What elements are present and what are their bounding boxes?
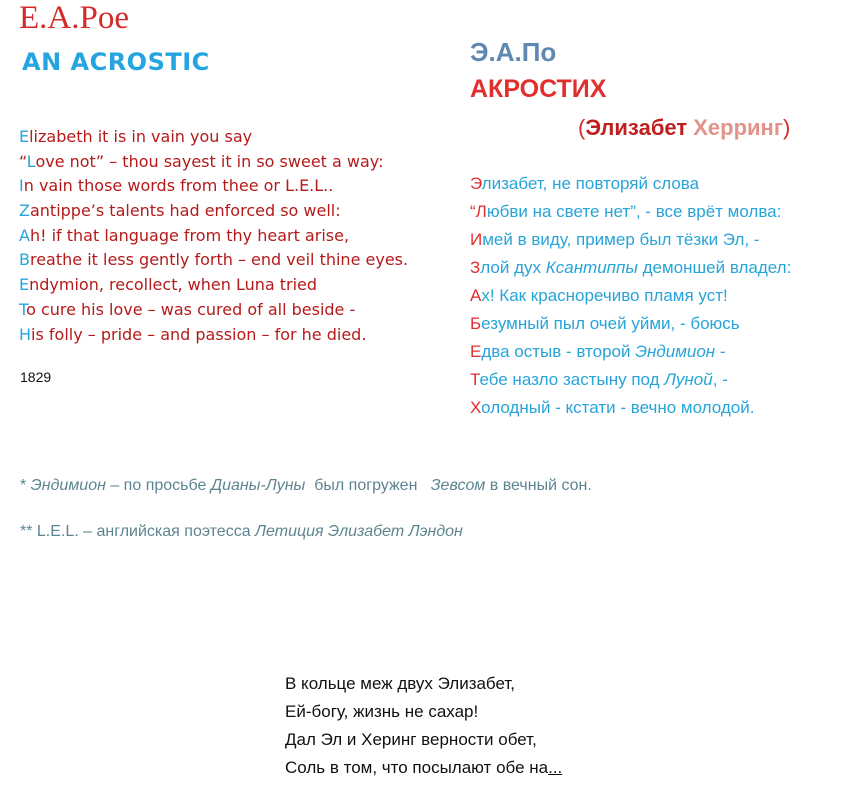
line-text: ndymion, recollect, when Luna tried (29, 275, 318, 295)
acrostic-letter: Е (470, 342, 482, 361)
epigram-line: В кольце меж двух Элизабет, (285, 674, 515, 693)
epigram (285, 670, 562, 782)
line-text: лизабет, не повторяй слова (481, 174, 700, 193)
footnote-text: ** L.E.L. – английская поэтесса (20, 523, 256, 540)
translator-credit (578, 117, 790, 139)
paren-open: ( (578, 115, 586, 140)
english-poem-line (19, 273, 408, 298)
russian-poem-line (470, 226, 791, 254)
english-poem-line (19, 150, 408, 175)
epigram-line-text: Соль в том, что посылают обе на (285, 758, 549, 777)
acrostic-letter: А (470, 286, 482, 305)
english-poem-line (19, 248, 408, 273)
line-text: lizabeth it is in vain you say (29, 127, 253, 146)
acrostic-letter: A (19, 225, 30, 245)
line-text: n vain those words from thee or L.E.L.. (23, 176, 334, 196)
line-text: ove not” – thou sayest it in so sweet a way: (35, 151, 384, 171)
footnote-text-italic: Зевсом (430, 477, 486, 494)
opening-quote: “ (19, 151, 27, 171)
russian-poem-line (470, 254, 791, 282)
line-text: езумный пыл очей уйми, - боюсь (481, 314, 740, 333)
acrostic-letter: Т (470, 370, 480, 389)
acrostic-letter: H (19, 324, 32, 344)
russian-poem (470, 170, 791, 422)
line-text: reathe it less gently forth – end veil thine eyes. (29, 250, 409, 270)
english-author: E.A.Poe (19, 0, 129, 36)
footnote-text: – по просьбе (105, 477, 211, 494)
translator-last-name: Херринг (693, 115, 784, 140)
footnote-text: был погружен (305, 477, 431, 494)
acrostic-letter: L (26, 151, 36, 171)
english-poem-line (19, 125, 408, 150)
acrostic-letter: И (470, 230, 483, 249)
russian-poem-line (470, 310, 791, 338)
russian-title: АКРОСТИХ (470, 75, 607, 103)
english-poem-line (19, 323, 408, 348)
footnote-text: * (20, 477, 31, 494)
line-text: is folly – pride – and passion – for he died. (31, 324, 367, 344)
russian-poem-line (470, 282, 791, 310)
line-text-italic: Ксантиппы (545, 258, 638, 277)
footnote-text-italic: Эндимион (30, 477, 106, 494)
line-text: o cure his love – was cured of all beside - (26, 299, 356, 319)
russian-poem-line (470, 170, 791, 198)
epigram-line (285, 754, 562, 782)
line-text: h! if that language from thy heart arise, (29, 225, 350, 245)
acrostic-letter: Z (19, 201, 30, 221)
acrostic-letter: T (19, 299, 27, 319)
poem-year: 1829 (20, 369, 52, 385)
english-title: AN ACROSTIC (22, 48, 210, 76)
line-text-italic: Эндимион (635, 342, 716, 361)
acrostic-letter: B (19, 250, 30, 270)
russian-poem-line (470, 366, 791, 394)
line-text: мей в виду, пример был тёзки Эл, - (482, 230, 760, 249)
russian-author: Э.А.По (470, 37, 557, 67)
line-text: лой дух (480, 258, 546, 277)
russian-poem-line (470, 394, 791, 422)
line-text: , - (712, 370, 728, 389)
english-poem-line (19, 224, 408, 249)
line-text: ебе назло застыну под (479, 370, 665, 389)
line-text: - (715, 342, 726, 361)
acrostic-letter: E (19, 275, 30, 295)
russian-poem-line (470, 198, 791, 226)
footnote-text: в вечный сон. (485, 477, 592, 494)
epigram-line: Дал Эл и Херинг верности обет, (285, 730, 537, 749)
line-text: демоншей владел: (637, 258, 792, 277)
english-poem-line (19, 199, 408, 224)
translator-first-name: Элизабет (585, 115, 688, 140)
footnote-endymion (20, 476, 592, 496)
line-text: два остыв - второй (481, 342, 636, 361)
acrostic-letter: Х (470, 398, 482, 417)
epigram-line: Ей-богу, жизнь не сахар! (285, 702, 479, 721)
line-text-italic: Луной (664, 370, 713, 389)
acrostic-letter: E (19, 127, 30, 146)
english-poem-line (19, 174, 408, 199)
line-text: antippe’s talents had enforced so well: (29, 201, 341, 221)
acrostic-letter: I (19, 176, 24, 196)
paren-close: ) (783, 115, 791, 140)
line-text: олодный - кстати - вечно молодой. (481, 398, 755, 417)
epigram-ellipsis: ... (548, 758, 563, 777)
line-text: юбви на свете нет”, - все врёт молва: (486, 202, 782, 221)
acrostic-letter: “Л (470, 202, 487, 221)
footnote-lel (20, 522, 463, 542)
acrostic-letter: Э (470, 174, 482, 193)
line-text: х! Как красноречиво пламя уст! (481, 286, 728, 305)
footnote-text-italic: Дианы-Луны (210, 477, 306, 494)
footnote-text-italic: Летиция Элизабет Лэндон (255, 523, 463, 540)
acrostic-letter: З (470, 258, 481, 277)
russian-poem-line (470, 338, 791, 366)
english-poem-line (19, 298, 408, 323)
acrostic-letter: Б (470, 314, 482, 333)
english-poem (19, 125, 408, 347)
